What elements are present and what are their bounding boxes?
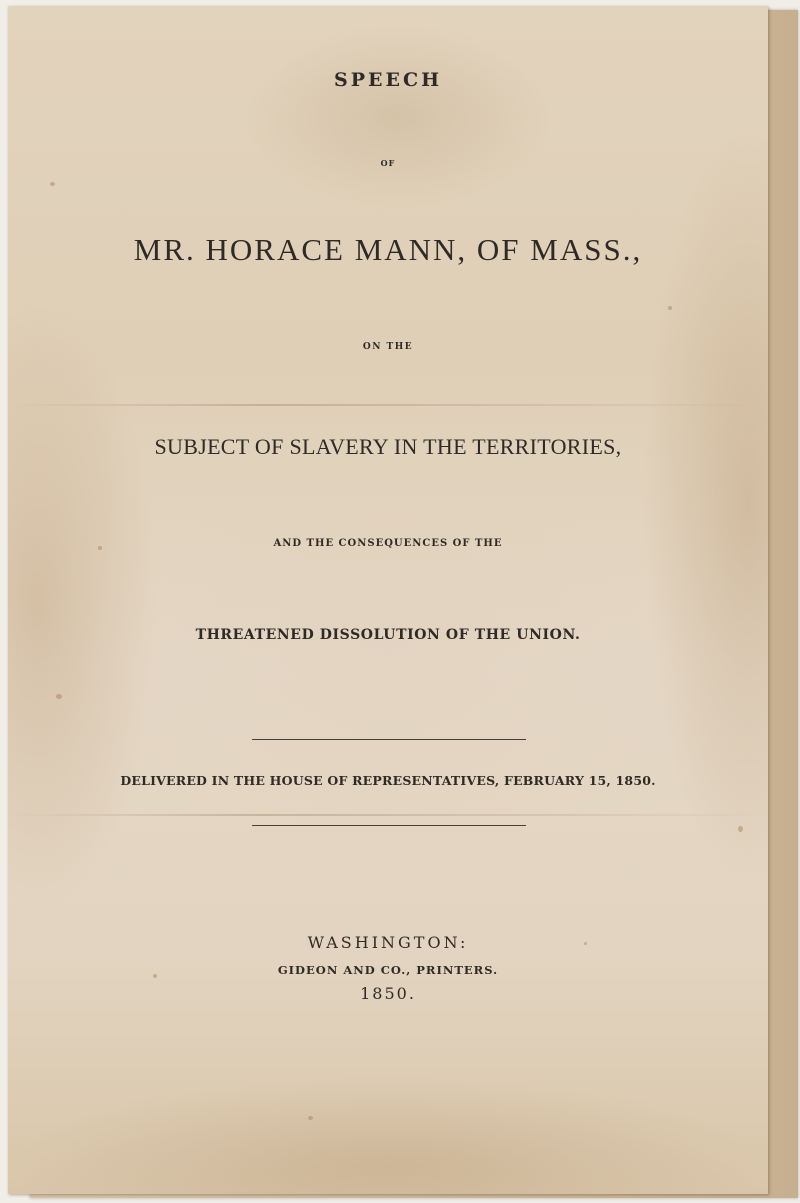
foxing-spot — [308, 1116, 313, 1120]
divider-rule — [252, 739, 526, 740]
imprint-place: WASHINGTON: — [307, 933, 469, 952]
foxing-spot — [56, 694, 62, 699]
title-page — [8, 6, 768, 1194]
subject-heading: SUBJECT OF SLAVERY IN THE TERRITORIES, — [154, 434, 622, 459]
foxing-spot — [738, 826, 743, 832]
fold-line — [8, 814, 768, 816]
foxing-spot — [668, 306, 672, 310]
threatened-heading: THREATENED DISSOLUTION OF THE UNION. — [195, 627, 581, 643]
speaker-name: MR. HORACE MANN, OF MASS., — [133, 232, 643, 267]
foxing-spot — [50, 182, 55, 186]
title-speech: SPEECH — [333, 69, 443, 91]
on-the-line: ON THE — [362, 342, 414, 352]
consequences-line: AND THE CONSEQUENCES OF THE — [273, 538, 503, 549]
delivered-line: DELIVERED IN THE HOUSE OF REPRESENTATIVES, FEBRUARY 15, 1850. — [120, 773, 656, 788]
fold-line — [8, 404, 768, 406]
imprint-printer: GIDEON AND CO., PRINTERS. — [277, 963, 499, 977]
divider-rule — [252, 825, 526, 826]
imprint-year: 1850. — [360, 984, 416, 1003]
title-of: OF — [380, 158, 396, 168]
